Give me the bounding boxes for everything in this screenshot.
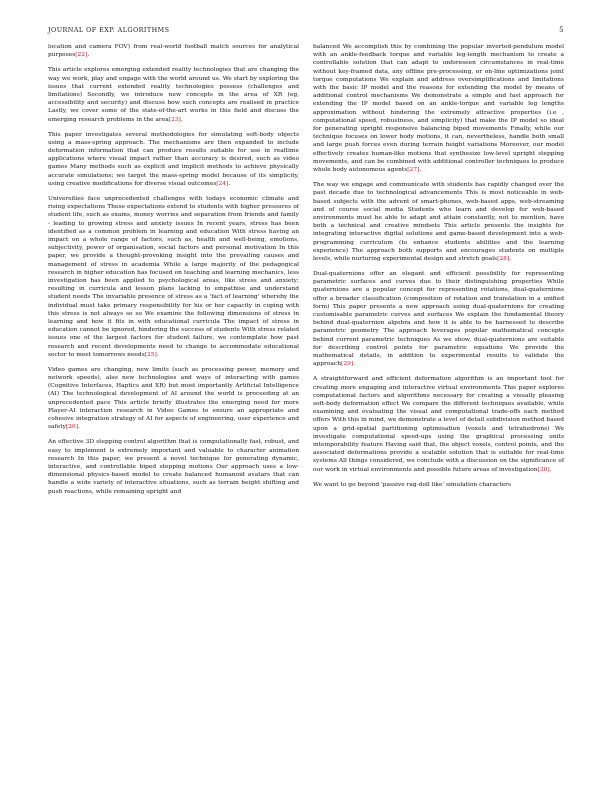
paragraph-text: A straightforward and efficient deformation algorithm is an important tool for creating more engaging and interactive virtual environments This paper explores computational factors and algorithms necessary for creating a visually pleasing soft-body deformation effect We compare the different techniques available, while examining and evaluating the visual and computational trade-offs each method offers With this in mind, we demonstrate a level of detail subdivision method based upon a grid-spatial partitioning optimisation (voxels and tetrahedrons) We investigate computational speed-ups using the graphical processing units intemporability feature Having said that, the object voxels, control points, and the associated deformations provide a scalable solution that is suitable for real-time systems All things considered, we conclude with a discussion on the significance of our work in virtual environments and possible future areas of investigation — [313, 376, 564, 473]
citation-link[interactable]: [25] — [144, 351, 157, 358]
paragraph — [48, 43, 299, 59]
citation-link[interactable]: [26] — [65, 424, 78, 431]
paragraph — [48, 131, 299, 188]
right-column — [313, 43, 564, 496]
citation-link[interactable]: [28] — [497, 255, 510, 262]
sentence-end: . — [353, 361, 355, 368]
sentence-end: . — [87, 52, 90, 59]
paragraph-text: Universities face unprecedented challenges with todays economic climate and rising expectations These expectations extend to students with higher pressures of student life, such as exams, money worries and separation from friends and family - leading to growing stress and anxiety issues In recent years, stress has been identified as a common problem in learning and education With stress having an impact on a whole range of factors, such as, health and well-being, emotions, subjectivity, power of organisation, social factors and personal motivation In this paper, we provide a thought-provoking insight into the prevailing causes and management of stress in academia While a large majority of the pedagogical research in higher education has focused on teaching and learning mechanics, less investigation has been applied to psychological areas, like stress and anxiety; resulting in curricula and lesson plans lacking to empathise and understand student needs The invariable presence of stress as a 'fact of learning' whereby the individual must take primary responsibility for his or her capacity in coping with this stress is not always so so We examine the following dimensions of stress in learning and how it fits in with educational curricula The impact of stress in education cannot be ignored, hindering the success of students With stress related issues one of the largest factors for student failure, we contemplate how past research and recent developments need to change to accommodate educational sector to meet tomorrows needs — [48, 195, 299, 358]
citation-link[interactable]: [23] — [168, 116, 181, 123]
paragraph — [313, 481, 564, 489]
paragraph-text: This paper investigates several methodologies for simulating soft-body objects using a mass-spring approach. The mechanisms are then expanded to include deformation information that can produce results suitable for use in realtime applications where visual impact rather than accuracy is desired, such as video games Many methods such as explicit and implicit methods to achieve physically accurate simulations; we target the mass-spring model because of its simplicity, using creative modifications for diverse visual outcomes — [48, 131, 299, 187]
citation-link[interactable]: [30] — [537, 466, 550, 473]
paragraph — [48, 438, 299, 495]
citation-link[interactable]: [24] — [216, 180, 229, 187]
paragraph — [313, 181, 564, 263]
paragraph — [48, 66, 299, 123]
paragraph-text: balanced We accomplish this by combining the popular inverted-pendulum model with an ankle-feedback torque and variable leg-length mechanism to create a controllable solution that can adapt to unforeseen circumstances in real-time without key-framed data, any offline pre-processing, or on-line optimizations joint torque computations We explain and address oversimplifications and limitations with the basic IP model and the reasons for extending the model by means of additional control mechanisms We demonstrate a simple and fast approach for extending the IP model based on an ankle-torque and variable leg lengths approximation without hindering the extremely attractive properties (i.e , computational speed, robustness, and simplicity) that make the IP model so ideal for generating upright responsive balancing biped movements Finally, while our technique focuses on lower body motions, it can, nevertheless, handle both small and large push forces even during terrain height variations Moreover, our model effectively creates human-like motions that synthesize low-level upright stepping movements, and can be combined with additional controller techniques to produce whole body autonomous agents — [313, 44, 564, 174]
sentence-end: . — [180, 116, 183, 123]
left-column — [48, 43, 299, 503]
sentence-end: . — [549, 466, 552, 473]
sentence-end: . — [228, 180, 231, 187]
paragraph — [48, 195, 299, 359]
paragraph-text: The way we engage and communicate with students has rapidly changed over the past decade due to technological advancements This is most noticeable in web-based subjects with the advent of smart-phones, web-based apps, web-streaming and of course social media Students who learn and develop for web-based environments must be able to adapt and attain constantly, not to mention, have both a technical and creative mindsets This article presents the insights for integrating interactive digital solutions and game-based development into a web-programming curriculum (to enhance students abilities and the learning experience) The approach both supports and encourages students on multiple levels, while nurturing experimental design and stretch goals — [313, 182, 564, 262]
sentence-end: . — [156, 351, 159, 358]
paragraph-text: Dual-quaternions offer an elegant and efficient possibility for representing parametric surfaces and curves due to their distinguishing properties While quaternions are a popular concept for representing rotations, dual-quaternions offer a broader classification (composition of rotation and translation in a unified form) This paper presents a new approach using dual-quaternions for creating customisable parametric curves and surfaces We explain the fundamental theory behind dual-quaternion algebra and how it is able to be harnessed to describe parametric geometry The approach leverages popular mathematical concepts behind current parametric techniques As we show, dual-quaternions are suitable for describing control points for parametric equations We provide the mathematical details, in addition to experimental results to validate the approach — [313, 271, 564, 368]
paragraph-text: This article explores emerging extended reality technologies that are changing the way we work, play and engage with the world around us. We start by exploring the issues that current extended reality technologies possess (challenges and limitations) Secondly, we introduce new concepts in the area of XR (eg, accessibility and security) and discuss how such concepts are realised in practice Lastly, we cover some of the state-of-the-art works in this field and discuss the emerging research problems in the area — [48, 67, 299, 123]
paragraph-text: We want to go beyond 'passive rag-doll like' simulation characters — [313, 481, 512, 488]
paragraph — [48, 366, 299, 432]
paragraph-text: location and camera FOV) from real-world football match sources for analytical purposes — [48, 44, 299, 59]
citation-link[interactable]: [27] — [407, 167, 420, 174]
sentence-end: . — [419, 167, 422, 174]
journal-name: JOURNAL OF EXP. ALGORITHMS — [48, 26, 170, 34]
citation-link[interactable]: [22] — [75, 52, 88, 59]
paragraph-text: Video games are changing, new limits (such as processing power, memory and network speeds), also new technologies and ways of interacting with games (Cognitive Interfaces, Haptics and XR) but most importantly Artificial Intelligence (AI) The technological development of AI around the world is proceeding at an unprecedented pace This article briefly illustrates the emerging need for more Player-AI interaction research in Video Games to ensure an appropriate and cohesive integration strategy of AI for aspects of engineering, user experience and safety — [48, 366, 299, 431]
paragraph — [313, 270, 564, 368]
running-header — [48, 26, 564, 38]
paragraph — [313, 375, 564, 473]
paragraph-text: An effective 3D stepping control algorithm that is computationally fast, robust, and easy to implement is extremely important and valuable to character animation research In this paper, we present a novel technique for generating dynamic, interactive, and controllable biped stepping motions Our approach uses a low-dimensional physics-based model to create balanced humanoid avatars that can handle a wide variety of interactive situations, such as terrain height shifting and push reactions, while remaining upright and — [48, 439, 299, 495]
page-number: 5 — [559, 26, 564, 34]
citation-link[interactable]: [29] — [341, 361, 354, 368]
sentence-end: . — [78, 424, 80, 431]
sentence-end: . — [509, 255, 512, 262]
paragraph — [313, 43, 564, 174]
